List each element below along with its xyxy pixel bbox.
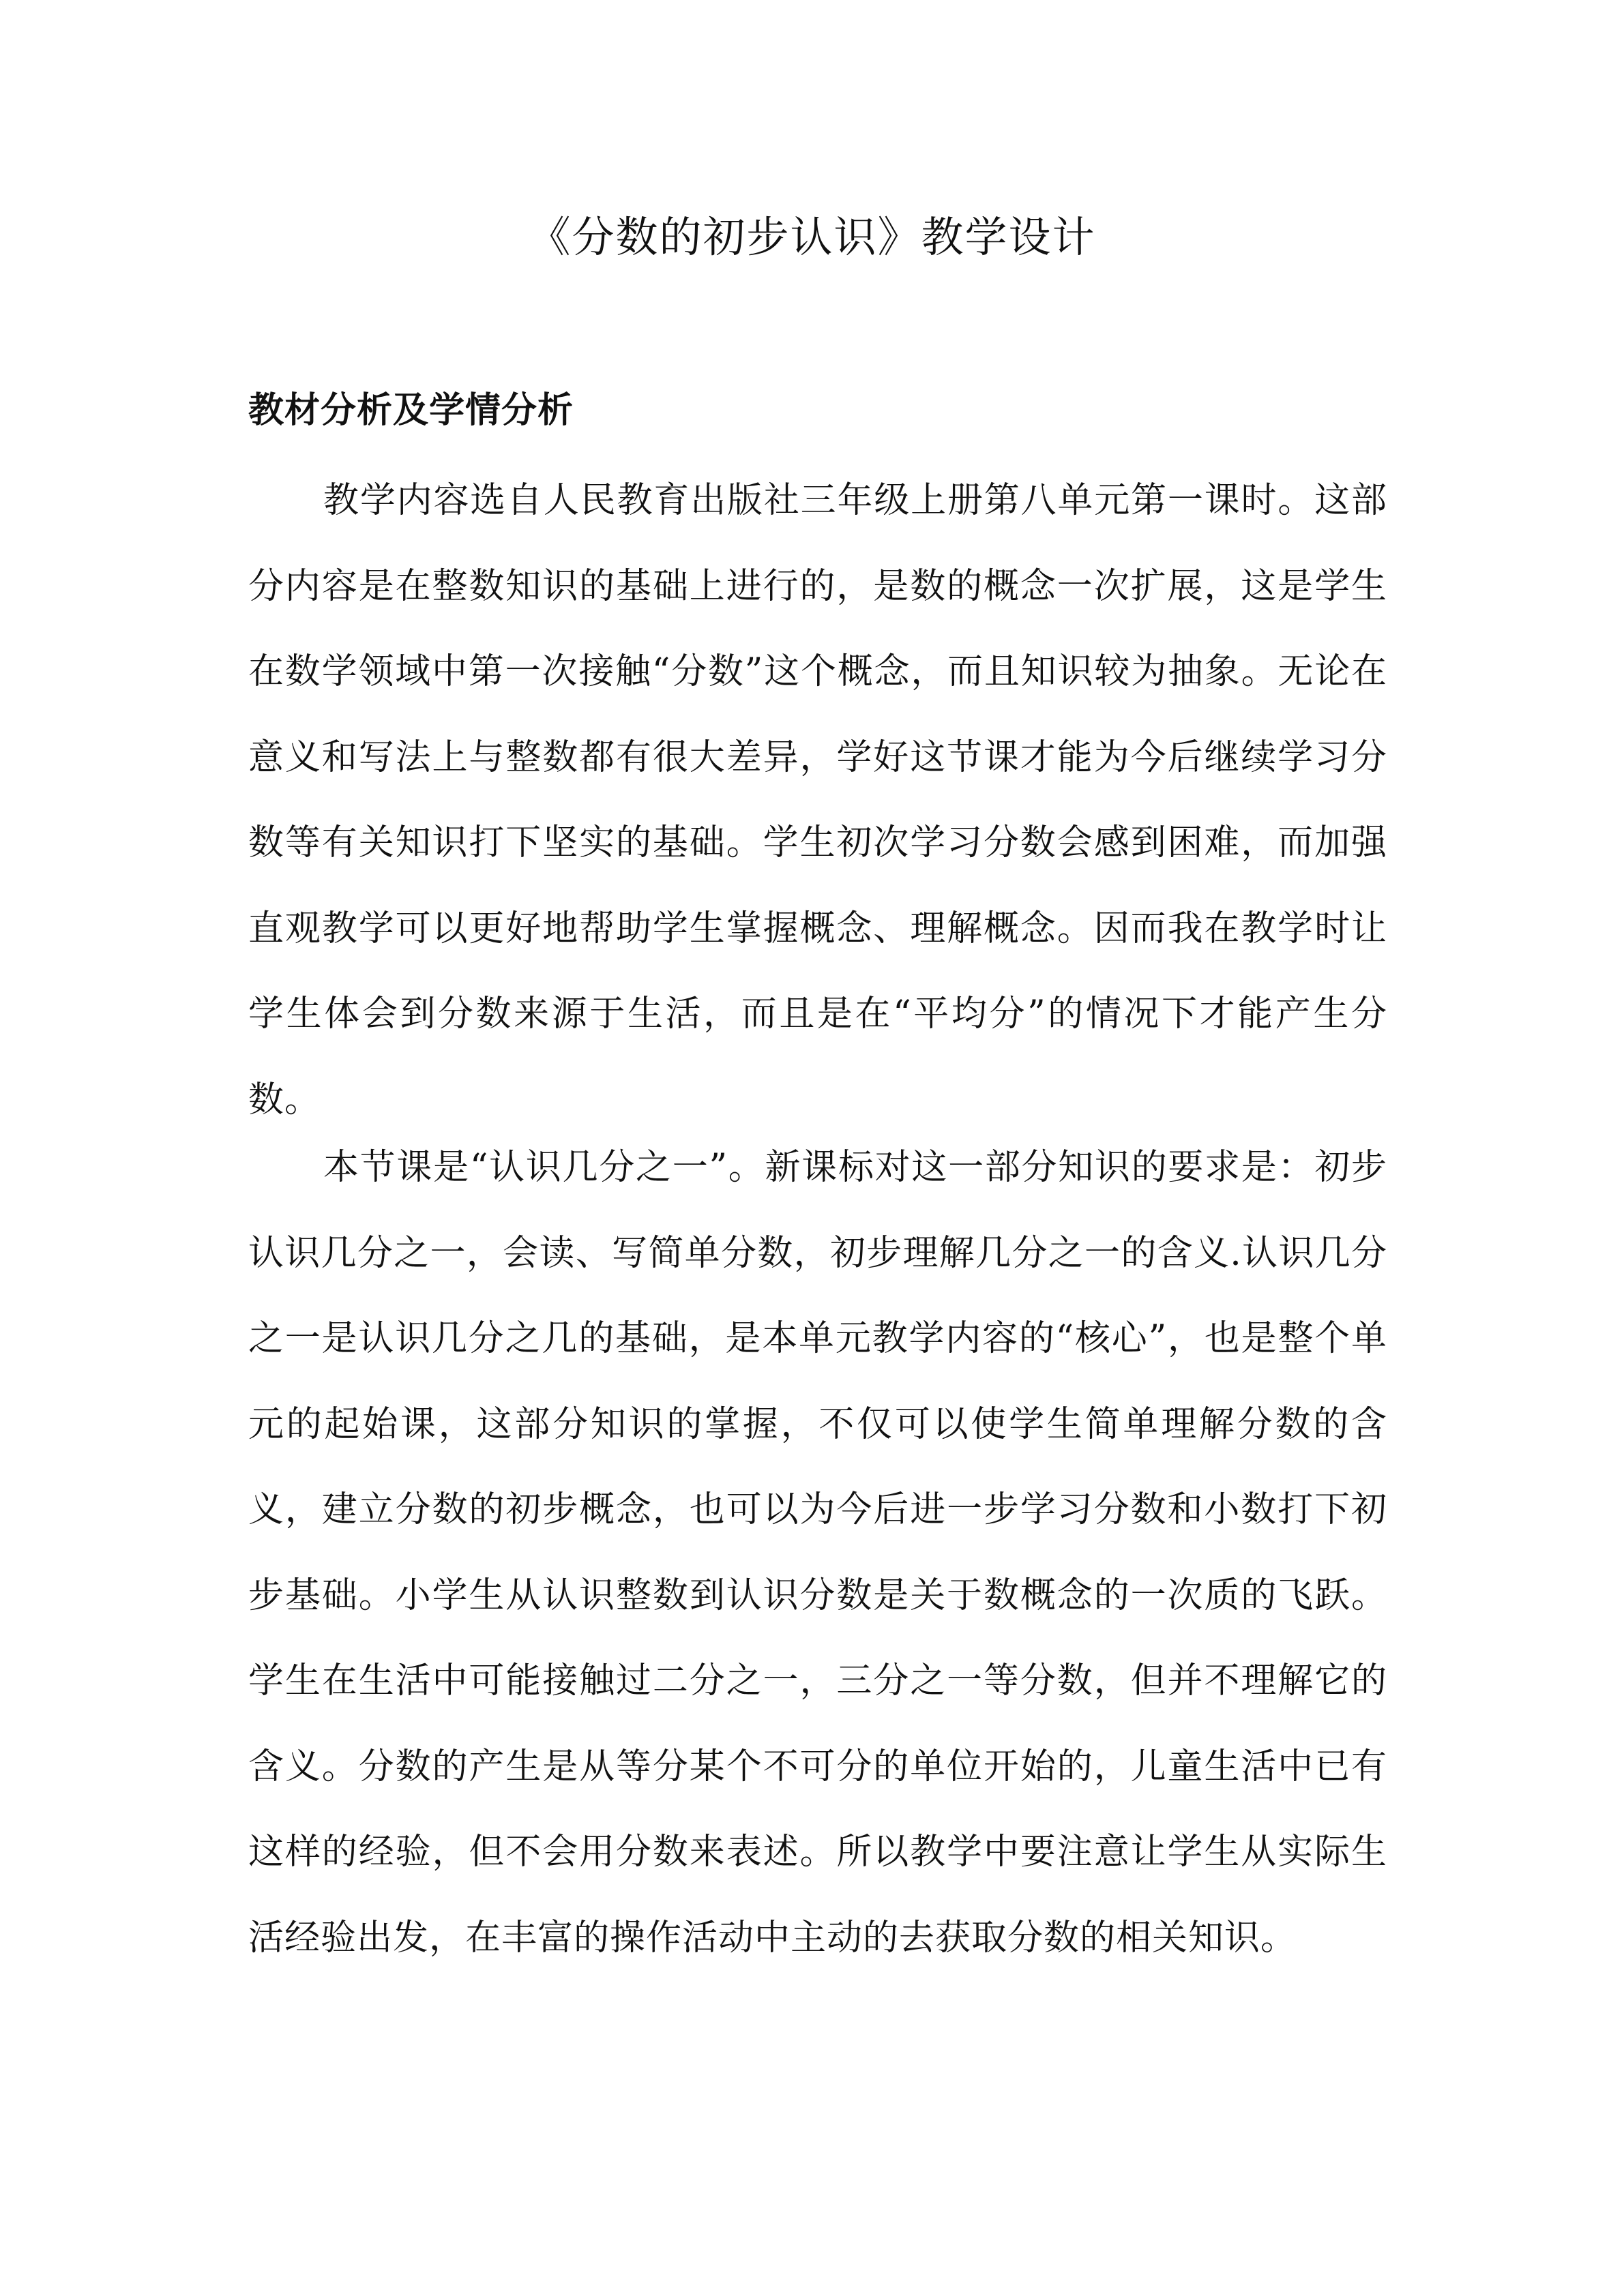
paragraph-1: 教学内容选自人民教育出版社三年级上册第八单元第一课时。这部分内容是在整数知识的基础上进行的，是数的概念一次扩展，这是学生在数学领域中第一次接触“分数”这个概念，而且知识较为抽象。无论在意义和写法上与整数都有很大差异，学好这节课才能为今后继续学习分数等有关知识打下坚实的基础。学生初次学习分数会感到困难，而加强直观教学可以更好地帮助学生掌握概念、理解概念。因而我在教学时让学生体会到分数来源于生活，而且是在“平均分”的情况下才能产生分数。 xyxy=(248,480,1387,1120)
document-title: 《分数的初步认识》教学设计 xyxy=(528,212,1096,262)
section-heading: 教材分析及学情分析 xyxy=(248,390,574,431)
paragraph-2: 本节课是“认识几分之一”。新课标对这一部分知识的要求是：初步认识几分之一，会读、写简单分数，初步理解几分之一的含义.认识几分之一是认识几分之几的基础，是本单元教学内容的“核心”，也是整个单元的起始课，这部分知识的掌握，不仅可以使学生简单理解分数的含义，建立分数的初步概念，也可以为今后进一步学习分数和小数打下初步基础。小学生从认识整数到认识分数是关于数概念的一次质的飞跃。学生在生活中可能接触过二分之一，三分之一等分数，但并不理解它的含义。分数的产生是从等分某个不可分的单位开始的，儿童生活中已有这样的经验，但不会用分数来表述。所以教学中要注意让学生从实际生活经验出发，在丰富的操作活动中主动的去获取分数的相关知识。 xyxy=(248,1147,1387,1958)
